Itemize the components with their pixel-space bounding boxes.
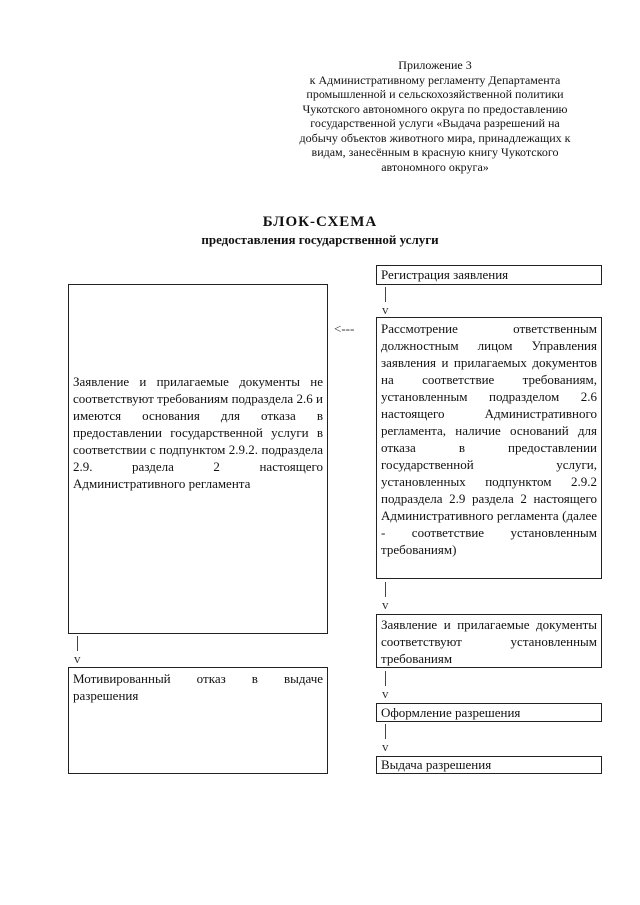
- registration-box: [376, 265, 602, 285]
- review-box: [376, 317, 602, 579]
- issue-text: Выдача разрешения: [381, 757, 492, 772]
- nonconform-box: [68, 284, 328, 634]
- arrow-down-icon: v: [382, 739, 389, 754]
- appendix-line: добычу объектов животного мира, принадлежащих к: [299, 130, 571, 145]
- refusal-box: [68, 667, 328, 774]
- issue-prep-text: Оформление разрешения: [381, 705, 521, 720]
- nonconform-text: Заявление и прилагаемые документы не соответствуют требованиям подраздела 2.6 и имеются основания для отказа в предоставлении государственной услуги в соответствии с подпунктом 2.9.2. подраздела 2.9. раздела 2 настоящего Административного регламента: [73, 374, 323, 491]
- registration-text: Регистрация заявления: [381, 267, 509, 282]
- appendix-line: Чукотского автономного округа по предоставлению: [302, 101, 568, 116]
- appendix-line: видам, занесённым в красную книгу Чукотского: [311, 145, 559, 159]
- review-text: Рассмотрение ответственным должностным лицом Управления заявления и прилагаемых документов на соответствие требованиям, установленным подразделом 2.6 настоящего Административного регламента, наличие оснований для отказа в предоставлении государственной услуги, установленных подпунктом 2.9.2 подраздела 2.9 раздела 2 настоящего Административного регламента (далее - соответствие установленным требованиям): [381, 321, 597, 557]
- connector-line: [385, 582, 386, 597]
- conform-box: [376, 614, 602, 668]
- arrow-down-icon: v: [382, 686, 389, 701]
- page-subtitle: предоставления государственной услуги: [201, 232, 439, 247]
- issue-prep-box: [376, 703, 602, 722]
- arrow-down-icon: v: [74, 651, 81, 666]
- connector-line: [385, 287, 386, 302]
- issue-box: [376, 756, 602, 774]
- conform-text: Заявление и прилагаемые документы соответствуют установленным требованиям: [381, 617, 597, 666]
- appendix-line: к Административному регламенту Департамента: [309, 72, 561, 87]
- appendix-line: Приложение 3: [398, 58, 472, 72]
- page-title: БЛОК-СХЕМА: [262, 214, 378, 230]
- appendix-line: промышленной и сельскохозяйственной политики: [306, 87, 564, 101]
- appendix-line: автономного округа»: [381, 159, 489, 174]
- appendix-header: [285, 58, 585, 174]
- arrow-down-icon: v: [382, 597, 389, 612]
- arrow-down-icon: v: [382, 302, 389, 317]
- connector-line: [385, 671, 386, 686]
- connector-line: [77, 636, 78, 651]
- connector-line: [385, 724, 386, 739]
- appendix-line: государственной услуги «Выдача разрешений на: [310, 116, 560, 130]
- refusal-text: Мотивированный отказ в выдаче разрешения: [73, 671, 323, 703]
- arrow-left-icon: <---: [334, 321, 355, 336]
